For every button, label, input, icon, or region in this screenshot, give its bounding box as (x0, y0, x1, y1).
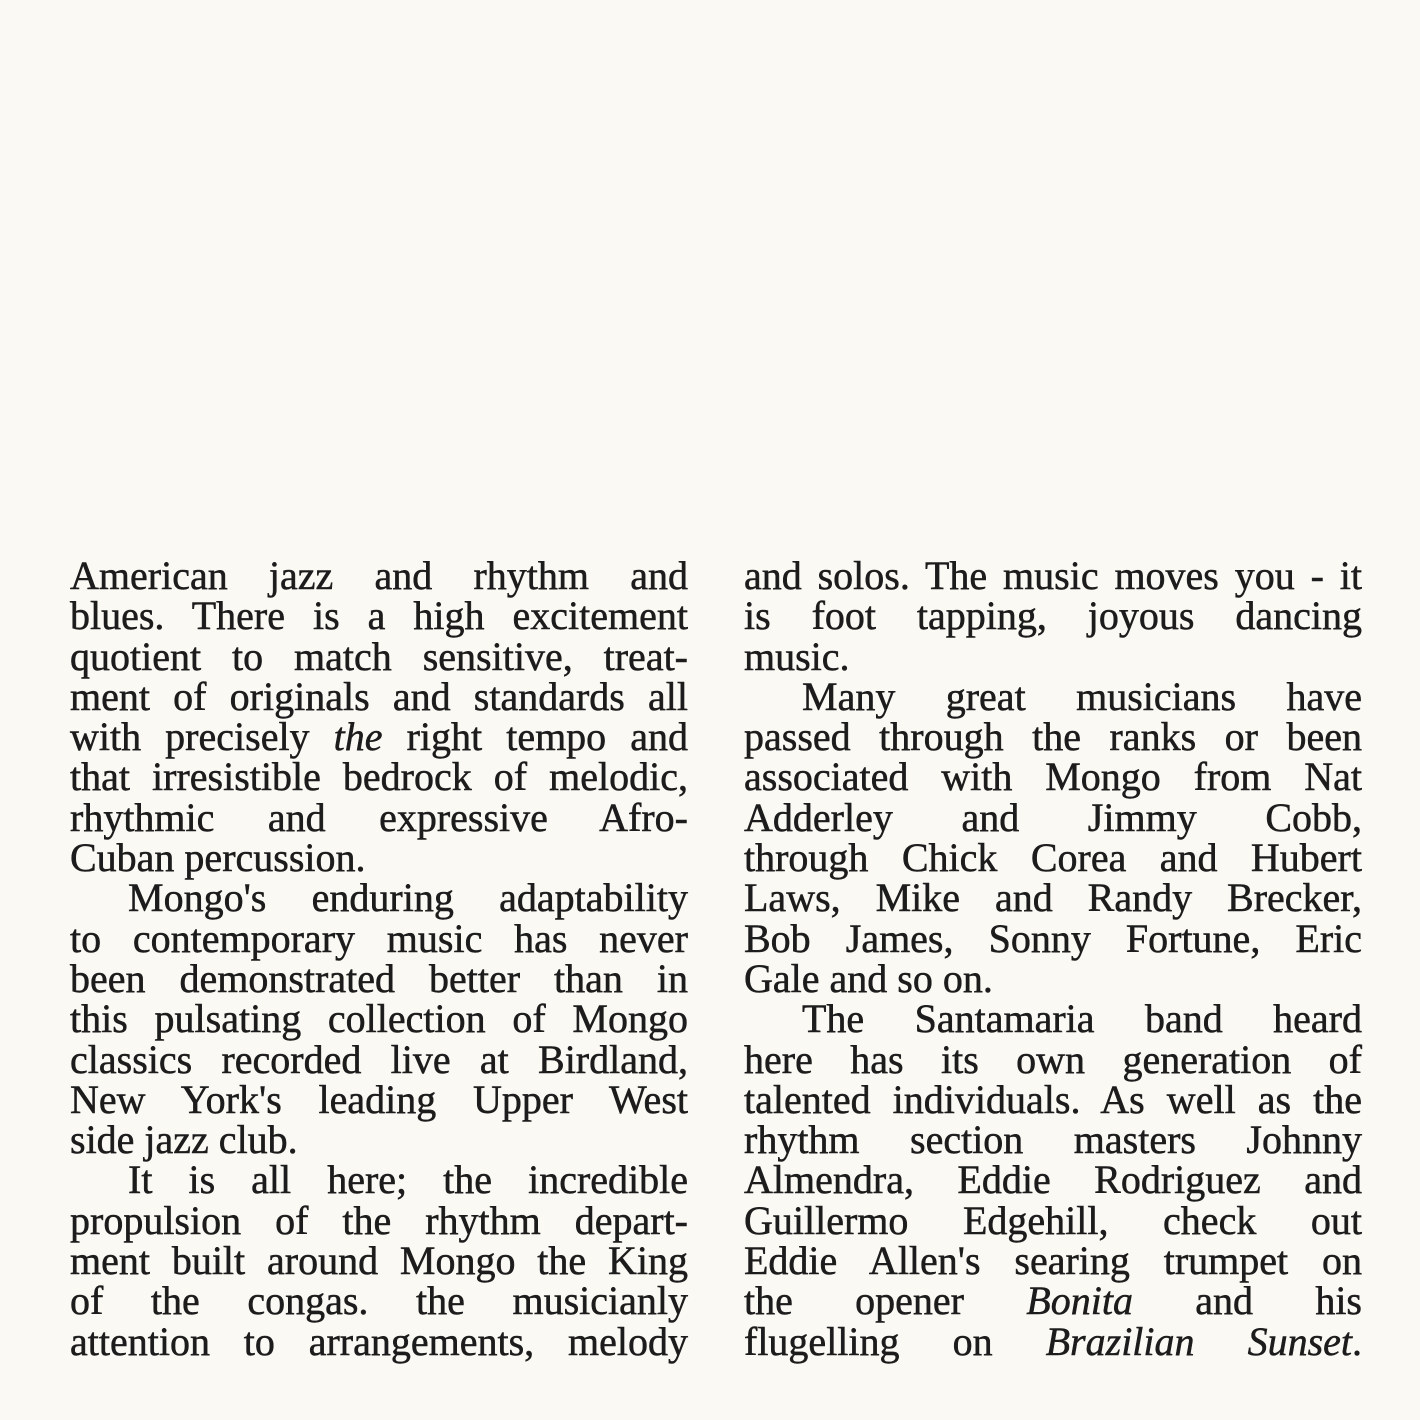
text-run: rhythmic and expressive Afro- (70, 794, 688, 840)
text-run: and his (1132, 1278, 1362, 1324)
text-run: Many great musicians have (802, 673, 1362, 719)
text-run: Guillermo Edgehill, check out (744, 1197, 1362, 1243)
text-run: attention to arrangements, melody (70, 1318, 688, 1364)
text-column-right (744, 553, 1363, 1364)
text-line (70, 1238, 688, 1284)
text-run: Cuban percussion. (70, 835, 366, 881)
text-line (744, 835, 1362, 881)
text-run: through Chick Corea and Hubert (744, 835, 1362, 881)
text-run: talented individuals. As well as the (744, 1076, 1362, 1122)
text-line (744, 915, 1362, 961)
text-run: that irresistible bedrock of melodic, (70, 754, 688, 800)
text-run: American jazz and rhythm and (70, 553, 688, 598)
text-line (744, 1157, 1362, 1203)
text-line (70, 553, 688, 598)
text-run: is foot tapping, joyous dancing (744, 593, 1362, 639)
text-line (744, 794, 1362, 840)
text-line (70, 1157, 688, 1203)
text-run: . (1352, 1318, 1363, 1364)
text-run: rhythm section masters Johnny (744, 1117, 1362, 1163)
text-line (744, 553, 1362, 598)
text-line (70, 1278, 688, 1324)
text-line (70, 593, 688, 639)
text-run: music. (744, 633, 850, 679)
text-line (70, 1036, 688, 1082)
text-run: New York's leading Upper West (70, 1076, 688, 1122)
text-run: It is all here; the incredible (128, 1157, 688, 1203)
text-line (70, 835, 688, 881)
text-run: classics recorded live at Birdland, (70, 1036, 688, 1082)
text-run: Almendra, Eddie Rodriguez and (744, 1157, 1362, 1203)
text-run: propulsion of the rhythm depart- (70, 1197, 688, 1243)
text-line (744, 996, 1362, 1042)
text-line (70, 1197, 688, 1243)
text-line (744, 1318, 1363, 1364)
text-run: Eddie Allen's searing trumpet on (744, 1238, 1362, 1284)
text-line (70, 875, 688, 921)
text-run: ment of originals and standards all (70, 673, 688, 719)
text-run: with precisely (70, 714, 334, 760)
text-run: ment built around Mongo the King (70, 1238, 688, 1284)
text-line (70, 955, 688, 1001)
text-line (70, 1318, 688, 1364)
text-run: passed through the ranks or been (744, 714, 1362, 760)
italic-text-run: the (333, 714, 383, 760)
text-line (70, 996, 688, 1042)
text-run: blues. There is a high excitement (70, 593, 688, 639)
italic-text-run: Bonita (1026, 1278, 1133, 1324)
text-line (744, 1278, 1362, 1324)
italic-text-run: Brazilian Sunset (1045, 1318, 1353, 1364)
text-line (70, 754, 688, 800)
text-line (70, 1117, 688, 1163)
text-line (70, 714, 689, 760)
text-line (744, 1238, 1362, 1284)
text-run: the opener (744, 1278, 1027, 1324)
text-run: side jazz club. (70, 1117, 298, 1163)
text-run: flugelling on (744, 1318, 1046, 1364)
text-line (70, 673, 688, 719)
text-run: quotient to match sensitive, treat- (70, 633, 688, 679)
text-line (744, 1076, 1362, 1122)
text-line (70, 1076, 688, 1122)
text-run: associated with Mongo from Nat (744, 754, 1362, 800)
text-line (70, 794, 688, 840)
text-line (744, 1036, 1362, 1082)
text-run: to contemporary music has never (70, 915, 688, 961)
text-run: right tempo and (382, 714, 689, 760)
text-line (744, 1197, 1362, 1243)
text-run: and solos. The music moves you - it (744, 553, 1362, 598)
text-line (744, 875, 1362, 921)
text-run: Adderley and Jimmy Cobb, (744, 794, 1362, 840)
text-run: Mongo's enduring adaptability (128, 875, 688, 921)
text-line (744, 1117, 1362, 1163)
text-line (744, 593, 1362, 639)
text-line (744, 633, 1362, 679)
text-run: this pulsating collection of Mongo (70, 996, 688, 1042)
text-line (744, 955, 1362, 1001)
text-line (744, 754, 1362, 800)
text-run: been demonstrated better than in (70, 955, 688, 1001)
text-column-left (70, 553, 689, 1364)
text-line (744, 673, 1362, 719)
text-line (744, 714, 1362, 760)
text-run: Bob James, Sonny Fortune, Eric (744, 915, 1362, 961)
text-run: Gale and so on. (744, 955, 993, 1001)
text-line (70, 915, 688, 961)
text-run: of the congas. the musicianly (70, 1278, 688, 1324)
text-line (70, 633, 688, 679)
text-run: The Santamaria band heard (802, 996, 1362, 1042)
text-columns (70, 553, 1363, 1364)
text-run: Laws, Mike and Randy Brecker, (744, 875, 1362, 921)
text-run: here has its own generation of (744, 1036, 1362, 1082)
